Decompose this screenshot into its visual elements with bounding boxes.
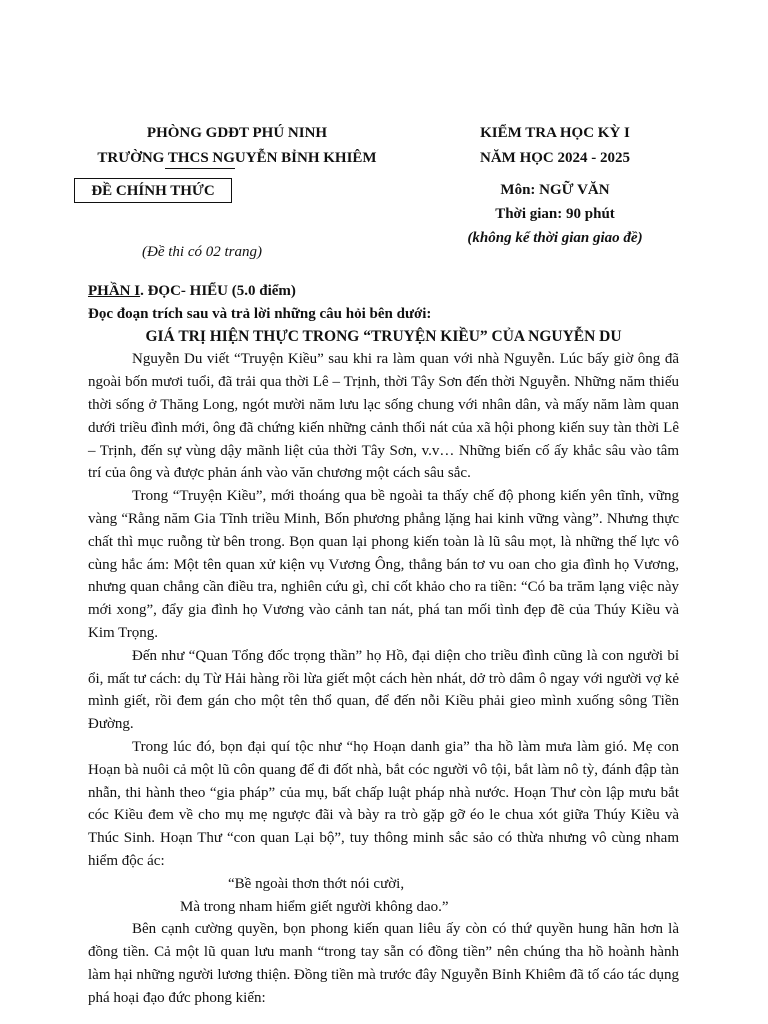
pages-note: (Đề thi có 02 trang) — [142, 244, 262, 260]
part-heading — [88, 280, 679, 303]
header-divider — [165, 168, 235, 169]
paragraph-2: Trong “Truyện Kiều”, mới thoáng qua bề ngoài ta thấy chế độ phong kiến yên tĩnh, vững vàng “Rằng năm Gia Tĩnh triều Minh, Bốn phương phẳng lặng hai kinh vững vàng”. Nhưng thực chất thì mục ruỗng từ bên trong. Bọn quan lại phong kiến toàn là lũ sâu mọt, là những thế lực vô cùng hắc ám: Một tên quan xử kiện vụ Vương Ông, thẳng bán tơ vu oan cho gia đình họ Vương, nhưng quan chẳng cần điều tra, nghiên cứu gì, chỉ cốt khảo cho ra tiền: “Có ba trăm lạng việc này mới xong”, đẩy gia đình họ Vương vào cảnh tan nát, phá tan mối tình đẹp đẽ của Thúy Kiều và Kim Trọng. — [88, 488, 679, 641]
time-line: Thời gian: 90 phút — [495, 206, 615, 222]
paragraph-3: Đến như “Quan Tổng đốc trọng thần” họ Hồ, đại diện cho triều đình cũng là con người bỉ ổi, mất tư cách: dụ Từ Hải hàng rồi lừa giết một cách hèn nhát, dở trò dâm ô ngay với người vợ kẻ mình giết, rồi đem gán cho một tên thổ quan, để đến nỗi Kiều phải gieo mình xuống sông Tiền Đường. — [88, 647, 679, 733]
department-name: PHÒNG GDĐT PHÚ NINH — [146, 125, 328, 141]
time-note: (không kể thời gian giao đề) — [467, 230, 643, 246]
part-heading-rest: . ĐỌC- HIỂU (5.0 điểm) — [140, 283, 296, 299]
school-name: TRƯỜNG THCS NGUYỄN BỈNH KHIÊM — [97, 150, 377, 166]
paragraph-5: Bên cạnh cường quyền, bọn phong kiến quan liêu ấy còn có thứ quyền hung hãn hơn là đồng tiền. Cả một lũ quan lưu manh “trong tay sẵn có đồng tiền” nên chúng tha hồ hoành hành làm hại những người lương thiện. Đồng tiền mà trước đây Nguyễn Bỉnh Khiêm đã tố cáo tác dụng phá hoại đạo đức phong kiến: — [88, 921, 679, 1006]
subject-line: Môn: NGỮ VĂN — [500, 182, 610, 198]
paragraph-1: Nguyễn Du viết “Truyện Kiều” sau khi ra làm quan với nhà Nguyễn. Lúc bấy giờ ông đã ngoài bốn mươi tuổi, đã trải qua thời Lê – Trịnh, thời Tây Sơn đến thời Nguyễn. Những năm thiếu thời sống ở Thăng Long, ngót mười năm lưu lạc sống chung với nhân dân, và mấy năm làm quan dưới triều đình mới, ông đã chứng kiến những cảnh thối nát của xã hội phong kiến suy tàn thời Lê – Trịnh, đến sự vùng dậy mãnh liệt của thời Tây Sơn, v.v… Những biến cố ấy khắc sâu vào tâm trí của ông và được phản ánh vào văn chương một cách sâu sắc. — [88, 351, 679, 482]
exam-header — [430, 121, 680, 171]
paragraph-4: Trong lúc đó, bọn đại quí tộc như “họ Hoạn danh gia” tha hồ làm mưa làm gió. Mẹ con Hoạn bà nuôi cả một lũ côn quang để đi đốt nhà, bắt cóc người vô tội, bắt làm nô tỳ, đánh đập tàn nhẫn, thi hành theo “gia pháp” của mụ, bất chấp luật pháp nhà nước. Hoạn Thư còn lập mưu bắt cóc Kiều đem về cho mụ mẹ ngược đãi và bày ra trò gặp gỡ éo le chua xót giữa Thúy Kiều và Thúc Sinh. Hoạn Thư “con quan Lại bộ”, tuy thông minh sắc sảo có thừa nhưng vô cùng nham hiểm độc ác: — [88, 738, 679, 869]
verse-line-2: Mà trong nham hiểm giết người không dao.” — [180, 898, 449, 915]
verse-line-1: “Bề ngoài thơn thớt nói cười, — [228, 875, 405, 892]
instruction: Đọc đoạn trích sau và trả lời những câu hỏi bên dưới: — [88, 305, 432, 322]
school-header — [82, 121, 392, 171]
part-label: PHẦN I — [88, 283, 141, 299]
official-exam-badge: ĐỀ CHÍNH THỨC — [74, 178, 232, 203]
school-year: NĂM HỌC 2024 - 2025 — [480, 150, 630, 166]
exam-title: KIỂM TRA HỌC KỲ I — [480, 125, 630, 141]
exam-info — [430, 178, 680, 250]
article-title: GIÁ TRỊ HIỆN THỰC TRONG “TRUYỆN KIỀU” CỦA NGUYỄN DU — [145, 327, 622, 345]
reading-section — [88, 280, 679, 1010]
